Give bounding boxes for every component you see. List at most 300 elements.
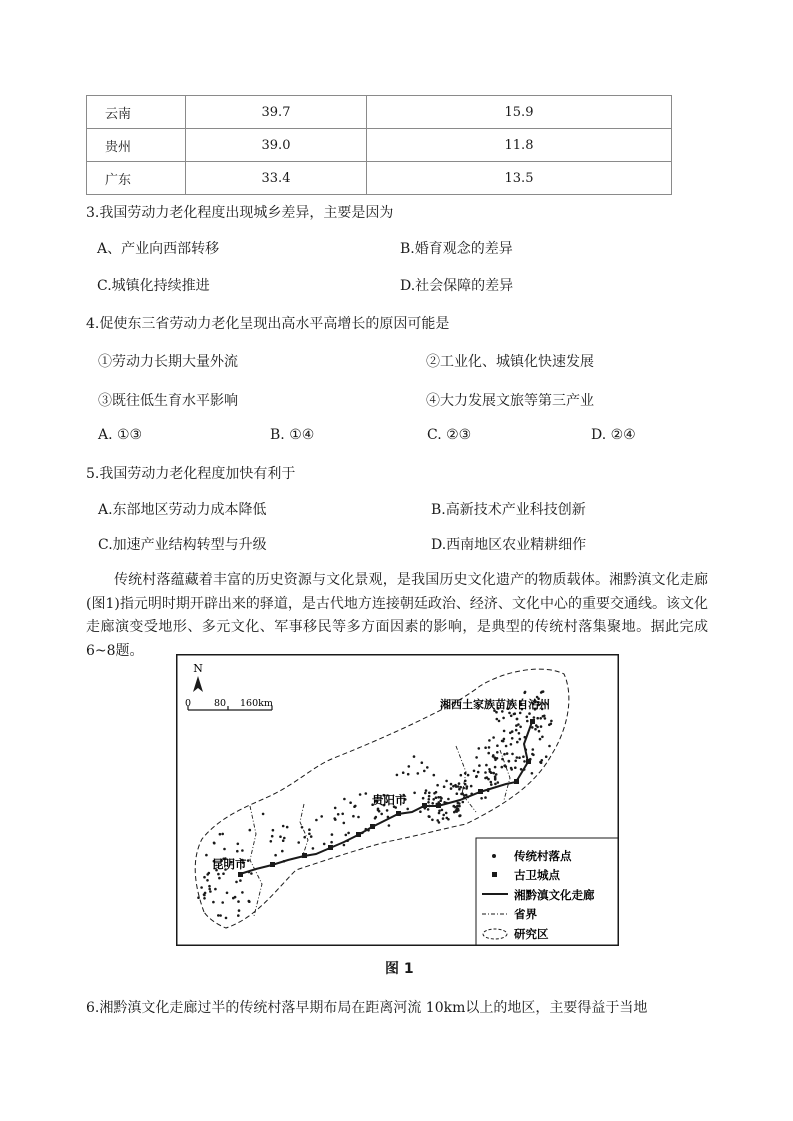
- village-point: [283, 837, 286, 840]
- village-point: [475, 756, 478, 759]
- village-point: [470, 785, 473, 788]
- village-point: [526, 720, 529, 723]
- scale-tick-80: 80: [214, 698, 227, 709]
- village-point: [426, 766, 429, 769]
- village-point: [511, 730, 514, 733]
- question-4-option-a: A. ①③: [98, 427, 143, 443]
- village-point: [445, 812, 448, 815]
- village-point: [359, 793, 362, 796]
- north-label: N: [193, 662, 203, 675]
- village-point: [422, 797, 425, 800]
- village-point: [250, 872, 253, 875]
- scale-tick-160: 160km: [240, 698, 273, 709]
- village-point: [458, 782, 461, 785]
- village-point: [462, 801, 465, 804]
- village-point: [473, 770, 476, 773]
- village-point: [333, 817, 336, 820]
- village-point: [442, 817, 445, 820]
- village-point: [435, 791, 438, 794]
- village-point: [498, 720, 501, 723]
- village-point: [508, 712, 511, 715]
- village-point: [485, 764, 488, 767]
- village-point: [447, 798, 450, 801]
- village-point: [488, 746, 491, 749]
- village-point: [427, 808, 430, 811]
- village-point: [475, 775, 478, 778]
- question-3-option-b: B.婚育观念的差异: [400, 241, 513, 257]
- village-point: [235, 881, 238, 884]
- village-point: [308, 828, 311, 831]
- fort-point: [302, 853, 307, 858]
- question-3-option-a: A、产业向西部转移: [97, 241, 220, 257]
- table-cell-value: 11.8: [367, 129, 672, 162]
- village-point: [402, 771, 405, 774]
- village-point: [396, 774, 399, 777]
- village-point: [213, 842, 216, 845]
- village-point: [464, 772, 467, 775]
- village-point: [357, 816, 360, 819]
- village-point: [320, 815, 323, 818]
- village-point: [508, 760, 511, 763]
- table-row: [87, 96, 672, 129]
- village-point: [519, 712, 522, 715]
- village-point: [497, 781, 500, 784]
- village-point: [406, 808, 409, 811]
- village-point: [375, 816, 378, 819]
- village-point: [446, 817, 449, 820]
- village-point: [435, 796, 438, 799]
- village-point: [315, 819, 318, 822]
- village-point: [503, 738, 506, 741]
- village-point: [380, 813, 383, 816]
- village-point: [209, 890, 212, 893]
- village-point: [539, 738, 542, 741]
- village-point: [208, 885, 211, 888]
- village-point: [436, 819, 439, 822]
- village-point: [542, 715, 545, 718]
- village-point: [217, 873, 220, 876]
- village-point: [456, 792, 459, 795]
- village-point: [548, 724, 551, 727]
- village-point: [439, 799, 442, 802]
- village-point: [225, 917, 228, 920]
- village-point: [200, 886, 203, 889]
- village-point: [464, 783, 467, 786]
- village-point: [431, 802, 434, 805]
- village-point: [523, 760, 526, 763]
- village-point: [272, 829, 275, 832]
- village-point: [443, 785, 446, 788]
- village-point: [445, 780, 448, 783]
- village-point: [515, 724, 518, 727]
- village-point: [510, 767, 513, 770]
- village-point: [490, 781, 493, 784]
- village-point: [436, 784, 439, 787]
- village-point: [456, 805, 459, 808]
- village-point: [496, 751, 499, 754]
- village-point: [464, 780, 467, 783]
- village-point: [484, 771, 487, 774]
- village-point: [510, 743, 513, 746]
- village-point: [214, 888, 217, 891]
- village-point: [408, 765, 411, 768]
- village-point: [419, 810, 422, 813]
- village-point: [237, 843, 240, 846]
- village-point: [271, 835, 274, 838]
- village-point: [248, 900, 251, 903]
- village-point: [301, 826, 304, 829]
- village-point: [514, 760, 517, 763]
- village-point: [501, 758, 504, 761]
- fort-point: [514, 779, 519, 784]
- village-point: [413, 792, 416, 795]
- village-point: [516, 718, 519, 721]
- question-4-stem: 4.促使东三省劳动力老化呈现出高水平高增长的原因可能是: [86, 316, 450, 332]
- village-point: [541, 736, 544, 739]
- village-point: [460, 793, 463, 796]
- village-point: [341, 813, 344, 816]
- village-point: [496, 757, 499, 760]
- village-point: [282, 825, 285, 828]
- village-point: [203, 876, 206, 879]
- village-point: [239, 879, 242, 882]
- village-point: [531, 753, 534, 756]
- village-point: [550, 720, 553, 723]
- village-point: [540, 761, 543, 764]
- village-point: [462, 787, 465, 790]
- village-point: [323, 843, 326, 846]
- village-point: [337, 813, 340, 816]
- village-point: [217, 914, 220, 917]
- village-point: [526, 716, 529, 719]
- village-point: [433, 774, 436, 777]
- village-point: [345, 834, 348, 837]
- village-point: [282, 839, 285, 842]
- fort-point: [238, 872, 243, 877]
- village-point: [310, 835, 313, 838]
- village-point: [331, 833, 334, 836]
- village-point: [503, 730, 506, 733]
- village-point: [453, 811, 456, 814]
- village-point: [413, 755, 416, 758]
- village-point: [510, 715, 513, 718]
- village-point: [511, 753, 514, 756]
- legend-corridor: 湘黔滇文化走廊: [514, 888, 595, 902]
- village-point: [467, 774, 470, 777]
- question-4-statement-4: ④大力发展文旅等第三产业: [426, 393, 594, 409]
- village-point: [516, 756, 519, 759]
- village-point: [428, 792, 431, 795]
- village-point: [457, 809, 460, 812]
- village-point: [450, 783, 453, 786]
- village-point: [515, 729, 518, 732]
- question-6-stem: 6.湘黔滇文化走廊过半的传统村落早期布局在距离河流 10km以上的地区，主要得益于当地: [86, 1000, 648, 1016]
- fort-point: [530, 719, 535, 724]
- village-point: [490, 783, 493, 786]
- village-point: [544, 717, 547, 720]
- passage-paragraph: 传统村落蕴藏着丰富的历史资源与文化景观，是我国历史文化遗产的物质载体。湘黔滇文化走廊(图1)指元明时期开辟出来的驿道，是古代地方连接朝廷政治、经济、文化中心的重要交通线。该文化走廊演变受地形、多元文化、军事移民等多方面因素的影响，是典型的传统村落集聚地。据此完成 6~8题。: [86, 572, 708, 659]
- data-table: [86, 95, 672, 195]
- village-point: [458, 788, 461, 791]
- village-point: [297, 841, 300, 844]
- village-point: [262, 813, 265, 816]
- village-point: [219, 833, 222, 836]
- village-point: [428, 815, 431, 818]
- village-point: [223, 848, 226, 851]
- village-point: [241, 891, 244, 894]
- question-3-option-c: C.城镇化持续推进: [97, 278, 210, 294]
- village-point: [432, 798, 435, 801]
- village-point: [503, 765, 506, 768]
- village-point: [494, 766, 497, 769]
- village-point: [545, 755, 548, 758]
- village-point: [421, 761, 424, 764]
- village-point: [533, 716, 536, 719]
- village-point: [441, 809, 444, 812]
- question-4-option-c: C. ②③: [427, 427, 472, 443]
- village-point: [465, 787, 468, 790]
- village-point: [488, 739, 491, 742]
- village-point: [208, 888, 211, 891]
- village-point: [424, 792, 427, 795]
- village-point: [513, 713, 516, 716]
- village-point: [480, 797, 483, 800]
- village-point: [478, 747, 481, 750]
- village-point: [417, 772, 420, 775]
- village-point: [308, 833, 311, 836]
- label-kunming: 昆明市: [212, 857, 247, 871]
- legend-study: 研究区: [514, 927, 549, 941]
- village-point: [488, 768, 491, 771]
- village-point: [465, 794, 468, 797]
- village-point: [532, 748, 535, 751]
- village-point: [531, 772, 534, 775]
- village-point: [539, 717, 542, 720]
- question-4-statement-3: ③既往低生育水平影响: [98, 393, 238, 409]
- village-point: [274, 854, 277, 857]
- question-3-stem: 3.我国劳动力老化程度出现城乡差异，主要是因为: [86, 205, 394, 221]
- village-point: [519, 726, 522, 729]
- village-point: [377, 808, 380, 811]
- table-cell-value: 39.7: [186, 96, 367, 129]
- village-point: [502, 717, 505, 720]
- fort-point: [478, 789, 483, 794]
- village-point: [204, 892, 207, 895]
- village-point: [486, 776, 489, 779]
- village-point: [492, 736, 495, 739]
- corridor-map: [176, 654, 619, 946]
- village-point: [455, 785, 458, 788]
- village-point: [494, 783, 497, 786]
- village-point: [428, 798, 431, 801]
- legend-village: 传统村落点: [514, 849, 572, 863]
- village-point: [536, 717, 539, 720]
- village-point: [541, 759, 544, 762]
- village-point: [349, 801, 352, 804]
- table-cell-value: 33.4: [186, 162, 367, 195]
- village-point: [203, 894, 206, 897]
- table-cell-value: 39.0: [186, 129, 367, 162]
- village-point: [534, 728, 537, 731]
- village-point: [496, 718, 499, 721]
- village-point: [428, 795, 431, 798]
- village-point: [286, 826, 289, 829]
- village-point: [312, 847, 315, 850]
- table-cell-value: 13.5: [367, 162, 672, 195]
- question-5-option-b: B.高新技术产业科技创新: [431, 502, 586, 518]
- question-5-option-d: D.西南地区农业精耕细作: [431, 537, 587, 553]
- village-point: [492, 772, 495, 775]
- table-row: [87, 162, 672, 195]
- village-point: [506, 752, 509, 755]
- village-point: [538, 730, 541, 733]
- village-point: [343, 798, 346, 801]
- label-xiangxi: 湘西土家族苗族自治州: [440, 698, 550, 711]
- village-point: [438, 812, 441, 815]
- village-point: [425, 789, 428, 792]
- village-point: [494, 756, 497, 759]
- village-point: [386, 809, 389, 812]
- village-point: [536, 726, 539, 729]
- village-point: [495, 711, 498, 714]
- village-point: [501, 766, 504, 769]
- village-point: [484, 796, 487, 799]
- village-point: [540, 691, 543, 694]
- fort-point: [356, 832, 361, 837]
- question-5-option-c: C.加速产业结构转型与升级: [98, 537, 267, 553]
- village-point: [540, 725, 543, 728]
- fort-point: [436, 803, 441, 808]
- village-point: [492, 754, 495, 757]
- village-point: [347, 832, 350, 835]
- village-point: [522, 755, 525, 758]
- village-point: [427, 801, 430, 804]
- label-guiyang: 贵阳市: [372, 793, 407, 807]
- village-point: [218, 877, 221, 880]
- question-4-statement-2: ②工业化、城镇化快速发展: [426, 354, 594, 370]
- village-point: [437, 796, 440, 799]
- village-point: [494, 778, 497, 781]
- village-point: [460, 774, 463, 777]
- table-cell-region: 广东: [87, 162, 186, 195]
- village-point: [423, 770, 426, 773]
- village-point: [279, 835, 282, 838]
- fort-point: [270, 862, 275, 867]
- village-point: [388, 824, 391, 827]
- village-point: [505, 745, 508, 748]
- village-point: [440, 797, 443, 800]
- village-point: [528, 712, 531, 715]
- village-point: [450, 787, 453, 790]
- village-point: [523, 692, 526, 695]
- village-point: [343, 844, 346, 847]
- village-point: [511, 737, 514, 740]
- village-point: [226, 892, 229, 895]
- village-point: [270, 840, 273, 843]
- village-point: [503, 753, 506, 756]
- question-5-stem: 5.我国劳动力老化程度加快有利于: [86, 466, 296, 482]
- village-point: [237, 900, 240, 903]
- village-point: [352, 815, 355, 818]
- village-point: [431, 819, 434, 822]
- village-point: [484, 746, 487, 749]
- village-point: [208, 872, 211, 875]
- village-point: [487, 752, 490, 755]
- village-point: [458, 814, 461, 817]
- village-point: [249, 829, 252, 832]
- village-point: [453, 805, 456, 808]
- scale-tick-0: 0: [185, 698, 192, 709]
- village-point: [334, 807, 337, 810]
- map-legend: [476, 838, 618, 945]
- village-point: [236, 850, 239, 853]
- question-3-option-d: D.社会保障的差异: [400, 278, 514, 294]
- village-point: [496, 744, 499, 747]
- village-point: [232, 897, 235, 900]
- village-point: [354, 805, 357, 808]
- figure-caption: 图 1: [385, 961, 414, 977]
- village-point: [238, 909, 241, 912]
- table-cell-region: 云南: [87, 96, 186, 129]
- question-5-option-a: A.东部地区劳动力成本降低: [98, 502, 267, 518]
- village-point: [478, 764, 481, 767]
- village-point: [494, 775, 497, 778]
- fort-point: [526, 759, 531, 764]
- village-point: [548, 745, 551, 748]
- village-point: [490, 771, 493, 774]
- village-point: [519, 738, 522, 741]
- fort-point: [396, 811, 401, 816]
- village-point: [477, 771, 480, 774]
- village-point: [365, 792, 368, 795]
- village-point: [514, 766, 517, 769]
- village-point: [518, 732, 521, 735]
- fort-point: [328, 845, 333, 850]
- village-point: [221, 901, 224, 904]
- village-point: [222, 872, 225, 875]
- legend-village-symbol: [492, 854, 496, 858]
- village-point: [502, 740, 505, 743]
- village-point: [407, 773, 410, 776]
- village-point: [495, 773, 498, 776]
- legend-fort: 古卫城点: [514, 868, 560, 882]
- village-point: [442, 814, 445, 817]
- table-row: [87, 129, 672, 162]
- village-point: [247, 859, 250, 862]
- village-point: [457, 802, 460, 805]
- village-point: [221, 833, 224, 836]
- legend-fort-symbol: [492, 872, 497, 877]
- question-4-option-b: B. ①④: [270, 427, 315, 443]
- village-point: [206, 879, 209, 882]
- fort-point: [370, 824, 375, 829]
- village-point: [241, 849, 244, 852]
- village-point: [212, 901, 215, 904]
- village-point: [516, 741, 519, 744]
- question-4-statement-1: ①劳动力长期大量外流: [98, 354, 238, 370]
- table-cell-region: 贵州: [87, 129, 186, 162]
- village-point: [518, 756, 521, 759]
- village-point: [203, 897, 206, 900]
- village-point: [281, 850, 284, 853]
- village-point: [438, 810, 441, 813]
- village-point: [237, 914, 240, 917]
- question-4-option-d: D. ②④: [591, 427, 636, 443]
- legend-border: 省界: [514, 907, 537, 921]
- fort-point: [422, 803, 427, 808]
- village-point: [205, 854, 208, 857]
- village-point: [330, 841, 333, 844]
